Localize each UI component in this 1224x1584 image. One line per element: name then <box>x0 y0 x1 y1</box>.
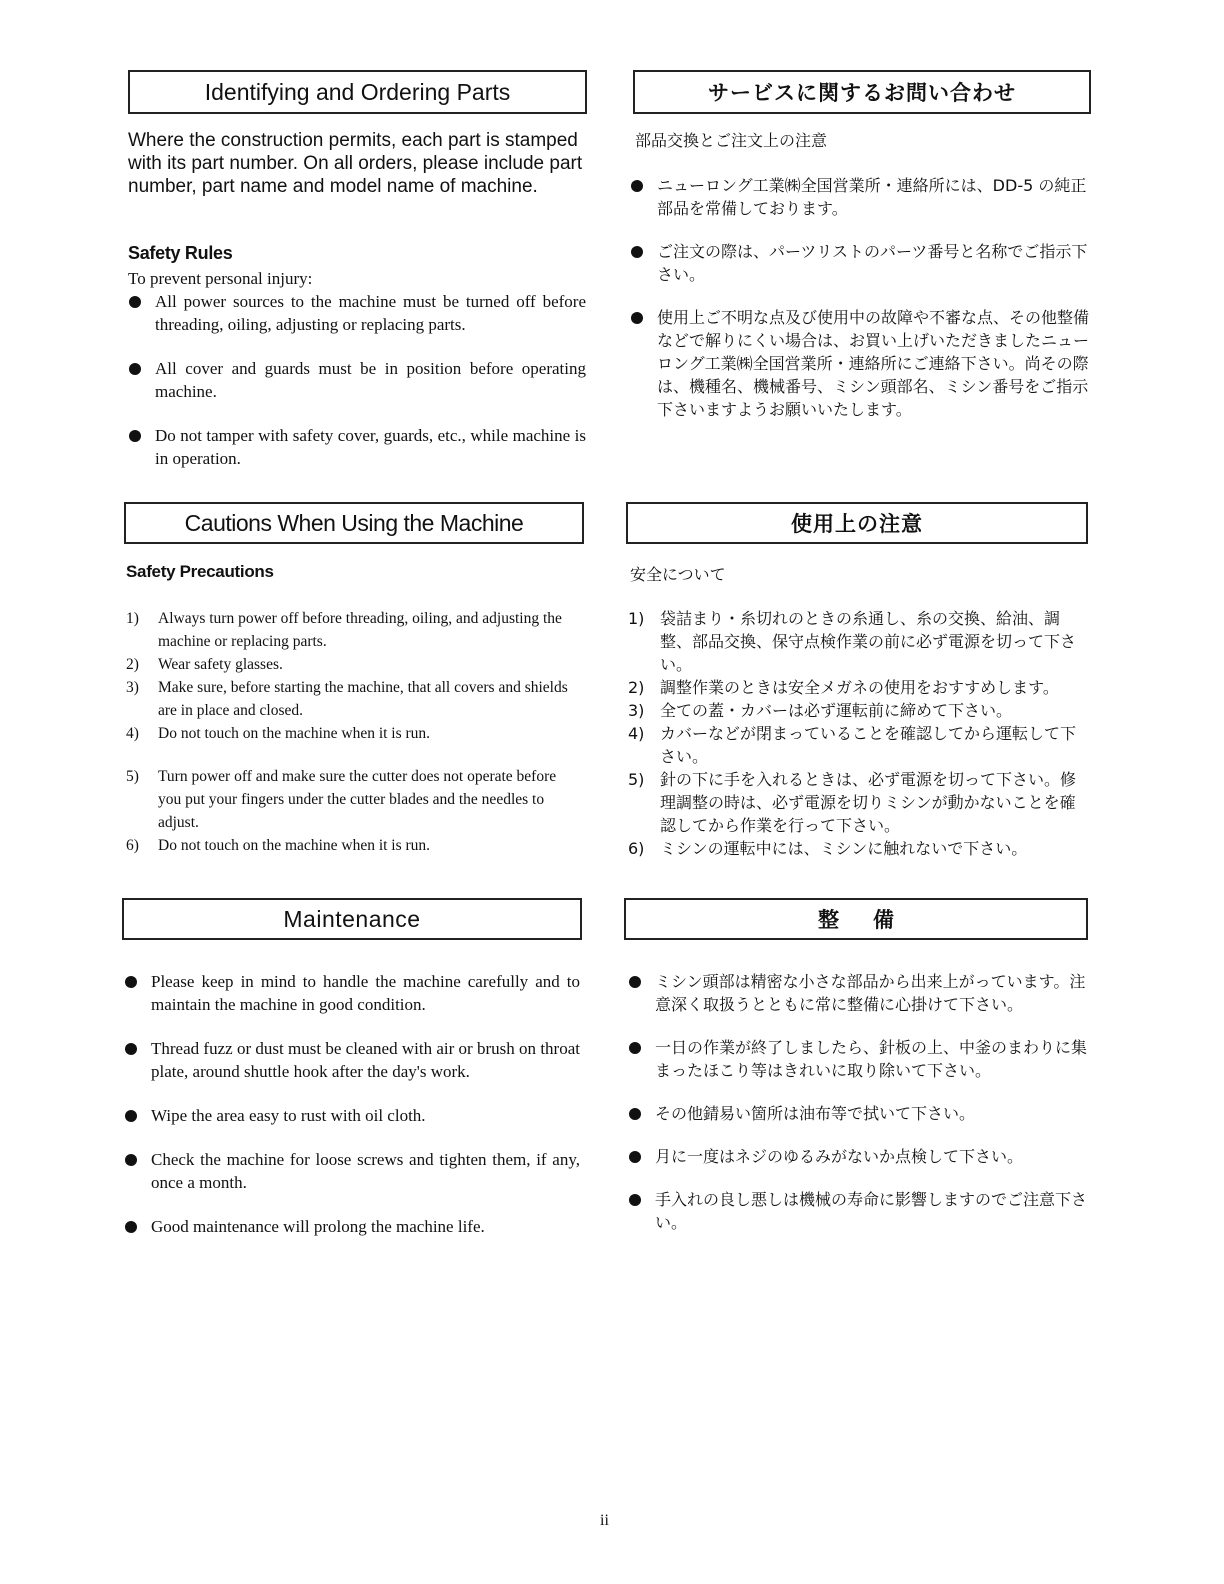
list-item: Thread fuzz or dust must be cleaned with air or brush on throat plate, around shuttle hook after the day's work. <box>124 1037 580 1083</box>
list-item: 4) Do not touch on the machine when it is run. <box>126 725 431 742</box>
list-item: 6) Do not touch on the machine when it is run. <box>126 837 431 854</box>
safety-rules-heading: Safety Rules <box>128 243 233 263</box>
list-item: ミシン頭部は精密な小さな部品から出来上がっています。注意深く取扱うとともに常に整備に心掛けて下さい。 <box>628 970 1088 1016</box>
cautions-jp-list <box>628 607 1090 860</box>
list-item: 3) Make sure, before starting the machine, that all covers and shields are in place and closed. <box>126 679 568 719</box>
list-item: 1) 袋詰まり・糸切れのときの糸通し、糸の交換、給油、調整、部品交換、保守点検作業の前に必ず電源を切って下さい。 <box>628 609 1077 674</box>
list-item: All power sources to the machine must be turned off before threading, oiling, adjusting or replacing parts. <box>128 290 586 336</box>
list-item: ニューロング工業㈱全国営業所・連絡所には、DD-5 の純正部品を常備しております。 <box>630 174 1090 220</box>
safety-rules-list <box>128 290 586 470</box>
list-item: 一日の作業が終了しましたら、針板の上、中釜のまわりに集まったほこり等はきれいに取り除いて下さい。 <box>628 1036 1088 1082</box>
list-item: 1) Always turn power off before threading, oiling, and adjusting the machine or replacing parts. <box>126 610 562 650</box>
list-item: 5) 針の下に手を入れるときは、必ず電源を切って下さい。修理調整の時は、必ず電源を切りミシンが動かないことを確認してから作業を行って下さい。 <box>628 770 1077 835</box>
safety-rules-lead: To prevent personal injury: <box>128 269 313 288</box>
cautions-jp-heading: 使用上の注意 <box>626 502 1088 544</box>
list-item: ご注文の際は、パーツリストのパーツ番号と名称でご指示下さい。 <box>630 240 1090 286</box>
list-item: Please keep in mind to handle the machine carefully and to maintain the machine in good condition. <box>124 970 580 1016</box>
list-item: 2) Wear safety glasses. <box>126 656 283 673</box>
list-item: Good maintenance will prolong the machine life. <box>124 1215 580 1238</box>
cautions-list <box>126 607 582 857</box>
maintenance-list <box>124 970 580 1238</box>
list-item: 3) 全ての蓋・カバーは必ず運転前に締めて下さい。 <box>628 701 1013 720</box>
cautions-heading: Cautions When Using the Machine <box>124 502 584 544</box>
list-item: All cover and guards must be in position before operating machine. <box>128 357 586 403</box>
maintenance-jp-heading: 整備 <box>624 898 1088 940</box>
list-item: 4) カバーなどが閉まっていることを確認してから運転して下さい。 <box>628 724 1077 766</box>
list-item: Wipe the area easy to rust with oil cloth. <box>124 1104 580 1127</box>
page-number: ii <box>600 1512 609 1529</box>
service-jp-heading: サービスに関するお問い合わせ <box>633 70 1091 114</box>
ordering-heading: Identifying and Ordering Parts <box>128 70 587 114</box>
cautions-jp-subheading: 安全について <box>630 565 726 584</box>
maintenance-jp-list <box>628 970 1088 1234</box>
list-item: 6) ミシンの運転中には、ミシンに触れないで下さい。 <box>628 839 1028 858</box>
list-item: Do not tamper with safety cover, guards, etc., while machine is in operation. <box>128 424 586 470</box>
service-jp-subheading: 部品交換とご注文上の注意 <box>635 131 828 150</box>
list-item: 月に一度はネジのゆるみがないか点検して下さい。 <box>628 1145 1088 1168</box>
list-item: その他錆易い箇所は油布等で拭いて下さい。 <box>628 1102 1088 1125</box>
list-item: Check the machine for loose screws and tighten them, if any, once a month. <box>124 1148 580 1194</box>
list-item: 5) Turn power off and make sure the cutter does not operate before you put your fingers under the cutter blades and the needles to adjust. <box>126 768 557 831</box>
ordering-intro: Where the construction permits, each part is stamped with its part number. On all orders, please include part number, part name and model name of machine. <box>128 130 583 197</box>
safety-precautions-heading: Safety Precautions <box>126 562 274 581</box>
list-item: 使用上ご不明な点及び使用中の故障や不審な点、その他整備などで解りにくい場合は、お買い上げいただきましたニューロング工業㈱全国営業所・連絡所にご連絡下さい。尚その際は、機種名、機械番号、ミシン頭部名、ミシン番号をご指示下さいますようお願いいたします。 <box>630 306 1090 421</box>
list-item: 手入れの良し悪しは機械の寿命に影響しますのでご注意下さい。 <box>628 1188 1088 1234</box>
service-jp-list <box>630 174 1090 421</box>
list-item: 2) 調整作業のときは安全メガネの使用をおすすめします。 <box>628 678 1059 697</box>
maintenance-heading: Maintenance <box>122 898 582 940</box>
